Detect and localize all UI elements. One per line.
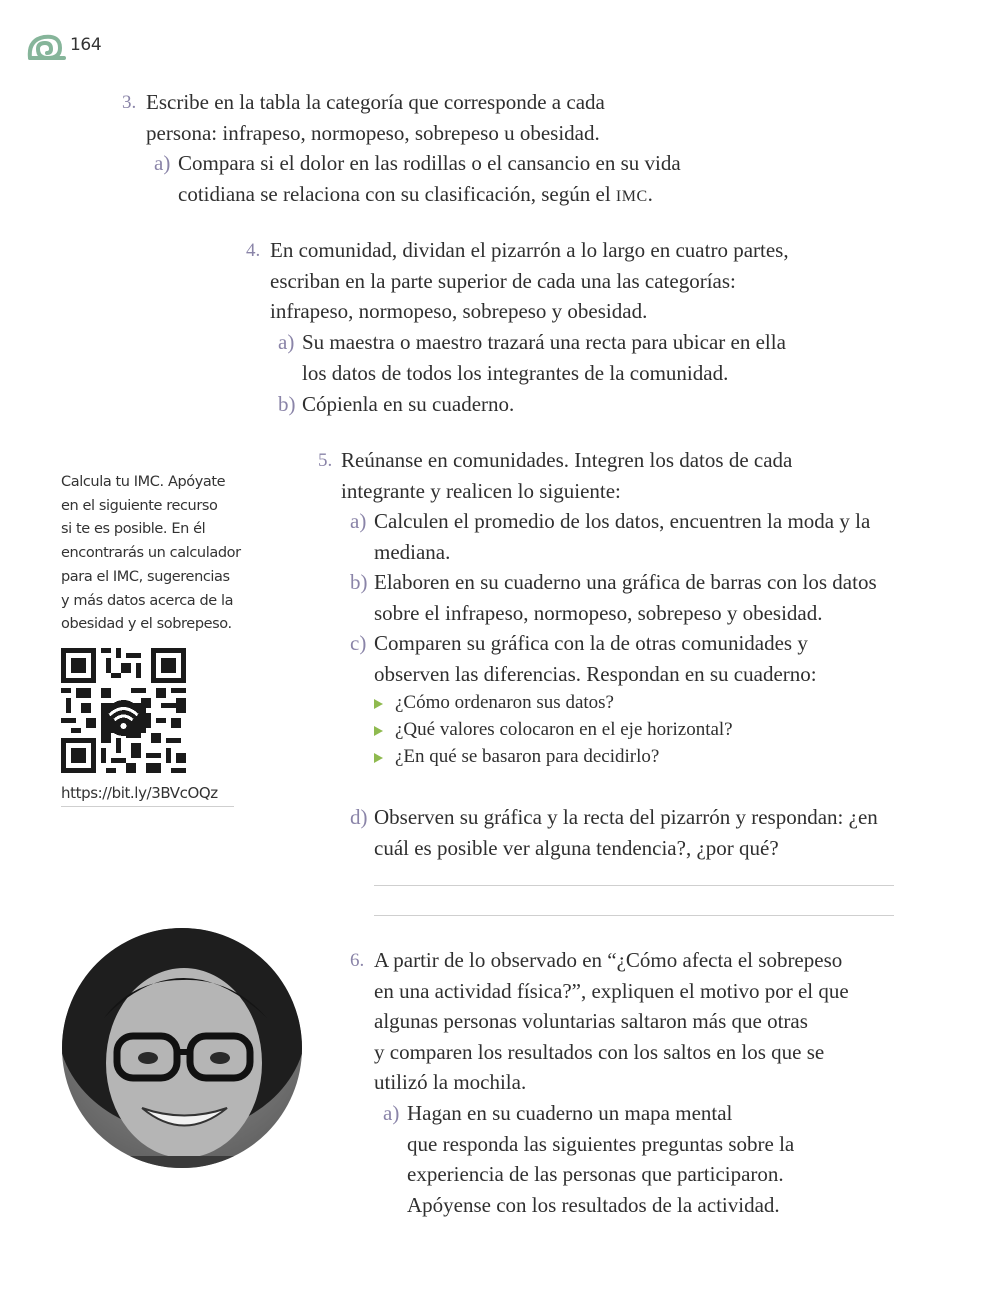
item-label: c)	[350, 631, 367, 655]
triangle-bullet-icon	[374, 726, 383, 736]
item-text	[374, 628, 817, 689]
list-item	[374, 716, 733, 743]
text-line: encontrarás un calculador	[61, 545, 241, 562]
list-item-text: ¿Qué valores colocaron en el eje horizontal?	[395, 719, 733, 740]
bullet-list	[374, 689, 733, 770]
answer-line[interactable]	[374, 915, 894, 916]
text-line: En comunidad, dividan el pizarrón a lo largo en cuatro partes,	[270, 238, 789, 262]
question-number: 4.	[246, 240, 261, 261]
item-text	[374, 506, 870, 567]
text-line: experiencia de las personas que participaron.	[407, 1162, 784, 1186]
item-text	[374, 567, 877, 628]
text-line: los datos de todos los integrantes de la comunidad.	[302, 360, 729, 385]
text-line	[178, 179, 681, 213]
question-text	[146, 87, 605, 148]
resource-link[interactable]: https://bit.ly/3BVcOQz	[61, 784, 218, 802]
text-line: Comparen su gráfica con la de otras comunidades y	[374, 631, 808, 655]
list-item	[374, 689, 733, 716]
text-line: A partir de lo observado en “¿Cómo afecta el sobrepeso	[374, 948, 843, 972]
student-photo	[62, 928, 302, 1168]
text-span: cotidiana se relaciona con su clasificación, según el	[178, 181, 616, 206]
text-line: en el siguiente recurso	[61, 497, 218, 514]
item-label: a)	[154, 151, 171, 175]
question-number: 5.	[318, 450, 333, 471]
question-number: 3.	[122, 92, 137, 113]
text-line: Su maestra o maestro trazará una recta para ubicar en ella	[302, 330, 786, 354]
text-line: Calcula tu IMC. Apóyate	[61, 474, 226, 490]
page-number: 164	[70, 35, 102, 55]
text-line: y más datos acerca de la	[61, 592, 234, 609]
text-span: .	[647, 181, 653, 206]
page-header	[26, 30, 146, 64]
item-text	[178, 148, 681, 212]
item-label: b)	[278, 392, 296, 416]
text-line: persona: infrapeso, normopeso, sobrepeso u obesidad.	[146, 120, 600, 145]
list-item-text: ¿En qué se basaron para decidirlo?	[395, 746, 660, 767]
text-line: algunas personas voluntarias saltaron más que otras	[374, 1009, 808, 1033]
snail-swirl-icon	[26, 32, 66, 62]
text-line: Observen su gráfica y la recta del pizarrón y respondan: ¿en	[374, 805, 878, 829]
text-line: utilizó la mochila.	[374, 1070, 527, 1094]
question-text	[374, 945, 849, 1098]
text-line: cuál es posible ver alguna tendencia?, ¿por qué?	[374, 835, 779, 860]
list-item	[374, 743, 733, 770]
text-line: observen las diferencias. Respondan en su cuaderno:	[374, 661, 817, 686]
question-text	[270, 235, 789, 327]
item-label: d)	[350, 805, 368, 829]
triangle-bullet-icon	[374, 753, 383, 763]
item-text: Cópienla en su cuaderno.	[302, 392, 515, 416]
item-label: b)	[350, 570, 368, 594]
item-label: a)	[350, 509, 367, 533]
text-line: Compara si el dolor en las rodillas o el cansancio en su vida	[178, 151, 681, 175]
text-line: Hagan en su cuaderno un mapa mental	[407, 1101, 733, 1125]
qr-code-icon[interactable]	[61, 648, 186, 773]
text-line: si te es posible. En él	[61, 521, 206, 538]
text-line: integrante y realicen lo siguiente:	[341, 478, 621, 503]
item-text	[302, 327, 786, 388]
text-line: en una actividad física?”, expliquen el motivo por el que	[374, 978, 849, 1003]
imc-abbrev: IMC	[615, 187, 648, 205]
sidebar-text	[61, 471, 251, 637]
item-label: a)	[278, 330, 295, 354]
text-line: Calculen el promedio de los datos, encuentren la moda y la	[374, 509, 871, 533]
text-line: que responda las siguientes preguntas sobre la	[407, 1131, 795, 1156]
text-line: y comparen los resultados con los saltos en los que se	[374, 1039, 825, 1064]
question-text	[341, 445, 792, 506]
item-label: a)	[383, 1101, 400, 1125]
link-underline	[61, 806, 234, 807]
triangle-bullet-icon	[374, 699, 383, 709]
text-line: obesidad y el sobrepeso.	[61, 616, 232, 633]
text-line: escriban en la parte superior de cada una las categorías:	[270, 268, 736, 293]
text-line: Apóyense con los resultados de la actividad.	[407, 1192, 780, 1217]
text-line: infrapeso, normopeso, sobrepeso y obesidad.	[270, 299, 648, 323]
question-number: 6.	[350, 950, 365, 971]
text-line: Reúnanse en comunidades. Integren los datos de cada	[341, 448, 793, 472]
text-line: sobre el infrapeso, normopeso, sobrepeso y obesidad.	[374, 600, 823, 625]
item-text	[374, 802, 878, 863]
text-line: mediana.	[374, 539, 451, 564]
item-text	[407, 1098, 794, 1220]
text-line: para el IMC, sugerencias	[61, 568, 230, 585]
text-line: Elaboren en su cuaderno una gráfica de barras con los datos	[374, 570, 877, 594]
text-line: Escribe en la tabla la categoría que corresponde a cada	[146, 90, 605, 114]
list-item-text: ¿Cómo ordenaron sus datos?	[395, 692, 614, 713]
answer-line[interactable]	[374, 885, 894, 886]
